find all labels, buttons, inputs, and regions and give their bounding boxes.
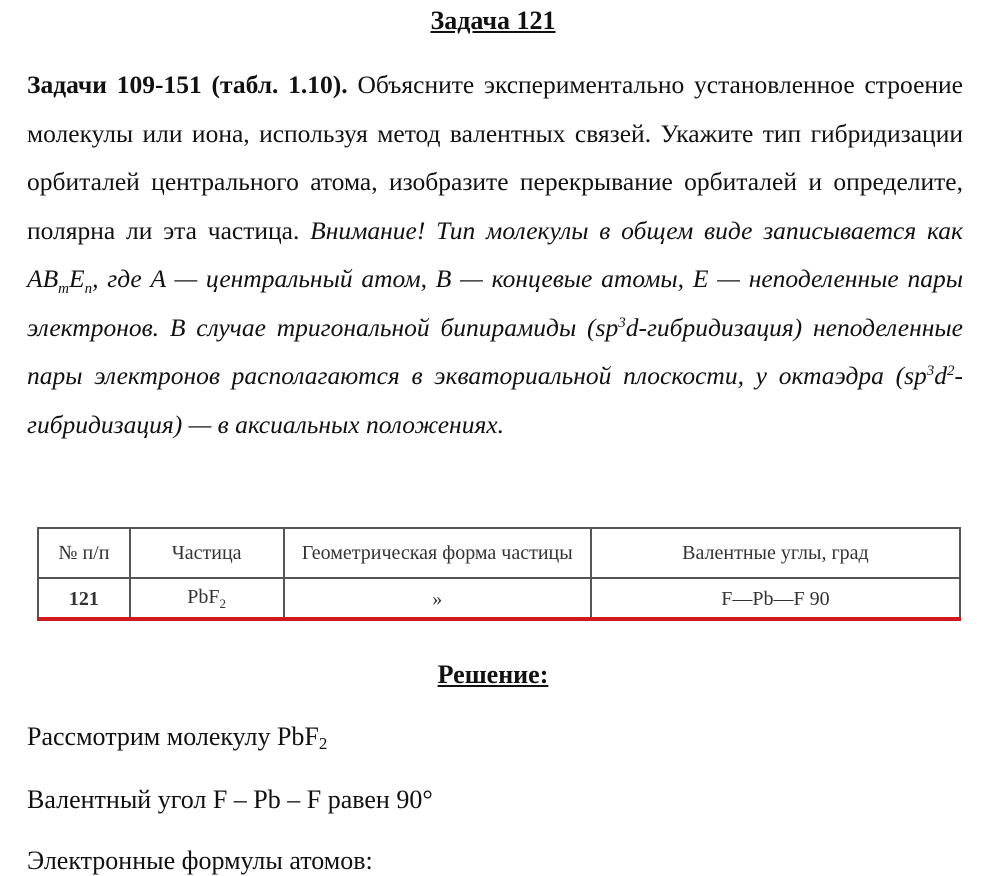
cell-particle: PbF$_2$ (130, 578, 284, 620)
attention-note: Внимание! Тип молекулы в общем виде записывается как $AB_mE_n$, где A — центральный атом, B — концевые атомы, E — неподеленные пары электронов. В случае тригональной бипирамиды $(sp^3d-гибридизация)$ неподеленные пары электронов располагаются в экваториальной плоскости, у октаэдра $(sp^3d^2-гибридизация)$ — в аксиальных положениях. (27, 215, 963, 439)
cell-shape: » (284, 578, 591, 620)
task-range-label: Задачи 109-151 (табл. 1.10). (27, 70, 348, 99)
task-instructions: Объясните экспериментально установленное строение молекулы или иона, используя метод валентных связей. Укажите тип гибридизации орбиталей центрального атома, изобразите перекрывание орбиталей и определите, полярна ли эта частица. (27, 70, 963, 245)
header-shape: Геометрическая форма частицы (284, 528, 591, 578)
header-number: № п/п (38, 528, 130, 578)
table-row (38, 578, 960, 620)
table-bottom-divider (37, 617, 961, 621)
solution-line-angle: Валентный угол F – Pb – F равен 90° (27, 785, 433, 814)
table-header-row (38, 528, 960, 578)
cell-number: 121 (38, 578, 130, 620)
task-description (27, 61, 963, 449)
task-table (37, 527, 961, 621)
task-title: Задача 121 (430, 6, 556, 35)
header-angles: Валентные углы, град (591, 528, 960, 578)
solution-line-molecule: Рассмотрим молекулу PbF$_2$ (27, 722, 328, 753)
header-particle: Частица (130, 528, 284, 578)
solution-heading: Решение: (437, 660, 549, 689)
solution-line-electron-formulas: Электронные формулы атомов: (27, 846, 373, 875)
cell-angles: F—Pb—F 90 (591, 578, 960, 620)
